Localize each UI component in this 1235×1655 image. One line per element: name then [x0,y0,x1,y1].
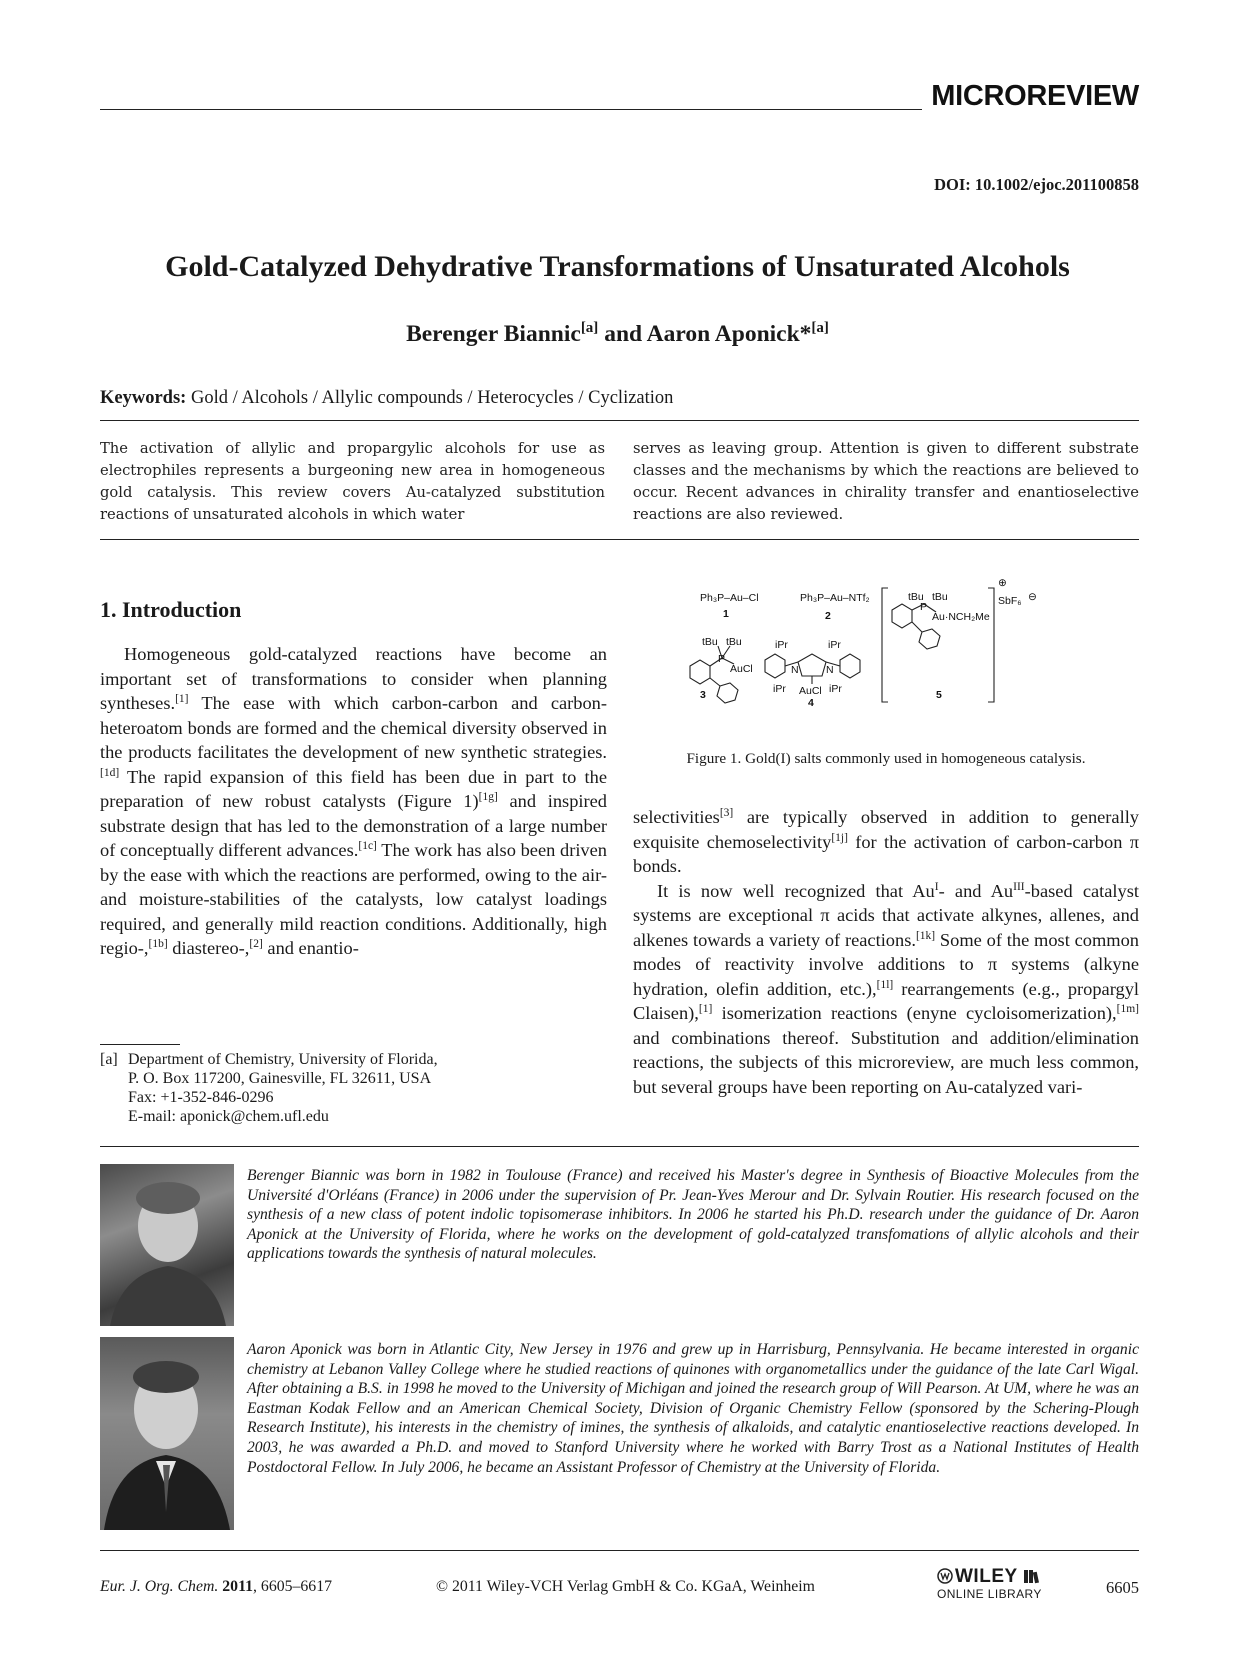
footnote-rule [100,1044,180,1045]
affiliation-footnote [100,1050,438,1126]
oxidation-state: I [934,880,939,893]
figure-caption: Figure 1. Gold(I) salts commonly used in homogeneous catalysis. [686,750,1086,767]
text-run: It is now well recognized that Au [657,880,935,901]
citation[interactable]: [1c] [358,840,377,852]
citation[interactable]: [1g] [478,791,498,803]
abstract-left [100,438,605,526]
author-photo [100,1164,234,1326]
oxidation-state: III [1013,880,1025,893]
compound-3-label: tBu [726,636,742,648]
affiliation-marker: [a] [811,320,829,336]
figure-1 [680,577,1100,709]
compound-4-label: N [826,664,834,676]
text-run: are typically observed in addition to generally exquisite chemoselectivity [633,807,1139,852]
intro-paragraph [100,642,607,961]
footnote-line: Department of Chemistry, University of Florida, [128,1051,438,1068]
author-photo [100,1337,234,1530]
author-bio: Aaron Aponick was born in Atlantic City, New Jersey in 1976 and grew up in Harrisburg, Pennsylvania. He became interested in organic chemistry at Lebanon Valley College where he studied reactions of quinones with organometallics under the guidance of the late Carl Wigal. After obtaining a B.S. in 1998 he moved to the University of Michigan and joined the research group of Will Pearson. At UM, where he was an Eastman Kodak Fellow and an American Chemical Society, Division of Organic Chemistry Fellow (sponsored by the Schering-Plough Research Institute), his interests in the chemistry of imines, the synthesis of alkaloids, and catalytic enantioselective reactions developed. In 2003, he was awarded a Ph.D. and moved to Stanford University where he worked with Barry Trost as a National Institutes of Health Postdoctoral Fellow. In July 2006, he became an Assistant Professor of Chemistry at the University of Florida. [247,1341,1139,1476]
compound-2-number: 2 [825,610,831,622]
text-run: diastereo-, [167,938,250,958]
compound-3-label: tBu [702,636,718,648]
publisher-logo[interactable] [937,1566,1042,1601]
author-line [0,320,1235,348]
text-run: -based catalyst systems are exceptional π acids that activate alkynes, allenes, and alkenes towards a variety of reactions. [633,880,1140,950]
compound-5-label: tBu [932,591,948,603]
intro-left-column [100,642,607,961]
compound-3-label: AuCl [730,663,753,675]
citation[interactable]: [1k] [915,929,936,942]
footnote-label: [a] [100,1051,118,1068]
citation[interactable]: [1d] [100,766,120,779]
compound-4-label: iPr [775,639,788,651]
compound-5-label: tBu [908,591,924,603]
author-joiner: and [598,321,647,347]
journal-name: Eur. J. Org. Chem. [100,1578,219,1595]
bio-top-rule [100,1146,1139,1147]
compound-5-label: Au·NCH₂Me [932,611,990,623]
keywords [100,388,673,409]
abstract-bottom-rule [100,539,1139,540]
copyright: © 2011 Wiley-VCH Verlag GmbH & Co. KGaA, Weinheim [436,1578,815,1595]
footnote-line: P. O. Box 117200, Gainesville, FL 32611, USA [128,1070,432,1087]
keywords-label: Keywords: [100,388,187,408]
text-run: isomerization reactions (enyne cycloisomerization), [712,1003,1117,1023]
text-run: - and Au [938,880,1014,901]
text-run: and combinations thereof. Substitution and addition/elimination reactions, the subjects of this microreview, are much less common, but several groups have been reporting on Au-catalyzed vari- [633,1027,1139,1097]
compound-5-charge: ⊕ [998,577,1007,589]
compound-5-label: P [920,601,928,613]
compound-3-number: 3 [700,689,706,701]
text-run: The rapid expansion of this field has been due in part to the preparation of new robust catalysts (Figure 1) [100,766,607,811]
citation[interactable]: [1] [175,693,189,705]
text-run: The work has also been driven by the ease with which the reactions are performed, owing to the air- and moisture-stabilities of the catalysts, low catalyst loadings required, and generally mild reaction conditions. Additionally, high regio-, [100,840,607,958]
citation[interactable]: [1j] [831,831,848,844]
publisher-brand [937,1566,1042,1588]
compound-1-formula: Ph₃P–Au–Cl [700,592,759,604]
footer-rule [100,1550,1139,1551]
author-portrait [100,1337,234,1530]
abstract-right [633,438,1139,526]
compound-3-label: P [718,653,726,665]
compound-4-label: iPr [828,639,841,651]
compound-5-counterion: SbF₆ [998,595,1022,607]
text-run: rearrangements (e.g., propargyl Claisen), [633,978,1139,1023]
section-heading: 1. Introduction [100,597,242,622]
author-bio: Berenger Biannic was born in 1982 in Toulouse (France) and received his Master's degree in Synthesis of Bioactive Molecules from the Université d'Orléans (France) in 2006 under the supervision of Pr. Jean-Yves Merour and Dr. Sylvain Routier. His research focused on the synthesis of a new class of potent indolic topisomerase inhibitors. In 2006 he started his Ph.D. research under the guidance of Dr. Aaron Aponick at the University of Florida, where he works on the development of gold-catalyzed transfomations of allylic alcohols and their applications towards the synthesis of natural molecules. [247,1167,1139,1263]
text-run: Some of the most common modes of reactivity involve additions to π systems (alkyne hydration, olefin addition, etc.), [633,929,1139,999]
book-icon [1023,1568,1039,1584]
intro-paragraph [633,879,1139,1100]
keywords-list: Gold / Alcohols / Allylic compounds / Heterocycles / Cyclization [190,388,674,408]
citation[interactable]: [1] [698,1003,713,1015]
footnote-line: Fax: +1-352-846-0296 [128,1089,274,1106]
intro-right-column [633,805,1139,1099]
author-portrait [100,1164,234,1326]
journal-year: 2011 [222,1578,254,1595]
compound-4-label: N [791,664,799,676]
intro-paragraph [633,805,1139,879]
compound-2-formula: Ph₃P–Au–NTf₂ [800,592,870,604]
citation[interactable]: [1m] [1116,1003,1139,1015]
compound-1-number: 1 [723,608,729,620]
text-run: selectivities [633,807,720,827]
text-run: and inspired substrate design that has led to the demonstration of a large number of conceptually different advances. [100,791,608,860]
compound-4-number: 4 [808,697,814,709]
compound-5-structure [882,588,994,702]
journal-citation [100,1578,332,1596]
abstract-text: The activation of allylic and propargylic alcohols for use as electrophiles represents a burgeoning new area in homogeneous gold catalysis. This review covers Au-catalyzed substitution reactions of unsaturated alcohols in which water [100,440,605,523]
text-run: for the activation of carbon-carbon π bonds. [633,831,1139,876]
author-name: Berenger Biannic [406,321,581,347]
compound-5-number: 5 [936,689,942,701]
page-number: 6605 [1106,1578,1139,1597]
citation[interactable]: [1b] [148,938,168,950]
text-run: Homogeneous gold-catalyzed reactions have become an important set of transformations to consider when planning syntheses. [100,644,607,713]
citation[interactable]: [1l] [876,978,894,991]
citation[interactable]: [2] [249,938,263,950]
citation[interactable]: [3] [719,807,734,819]
journal-pages: , 6605–6617 [253,1578,332,1595]
abstract-text: serves as leaving group. Attention is given to different substrate classes and the mechanisms by which the reactions are believed to occur. Recent advances in chirality transfer and enantioselective reactions are also reviewed. [633,440,1139,523]
affiliation-marker: [a] [580,320,599,336]
compound-4-label: iPr [773,683,786,695]
compound-4-label: AuCl [799,685,822,697]
figure-1-structures [680,577,1100,709]
text-run: The ease with which carbon-carbon and carbon-heteroatom bonds are formed and the chemical diversity observed in the products facilitates the development of new synthetic strategies. [100,693,607,762]
header-rule [100,109,922,110]
author-name: Aaron Aponick* [646,321,812,347]
wiley-icon [937,1568,955,1584]
publisher-sub: ONLINE LIBRARY [937,1587,1042,1601]
compound-4-label: iPr [829,683,842,695]
doi[interactable]: DOI: 10.1002/ejoc.201100858 [934,175,1139,194]
compound-5-charge: ⊖ [1028,591,1037,603]
compound-4-structure [765,654,860,684]
footnote-email[interactable]: E-mail: aponick@chem.ufl.edu [128,1108,329,1125]
publisher-brand-text: WILEY [955,1566,1018,1587]
abstract-top-rule [100,420,1139,421]
text-run: and enantio- [262,938,359,958]
section-label: MICROREVIEW [931,80,1139,112]
article-title: Gold-Catalyzed Dehydrative Transformations of Unsaturated Alcohols [165,250,1070,283]
